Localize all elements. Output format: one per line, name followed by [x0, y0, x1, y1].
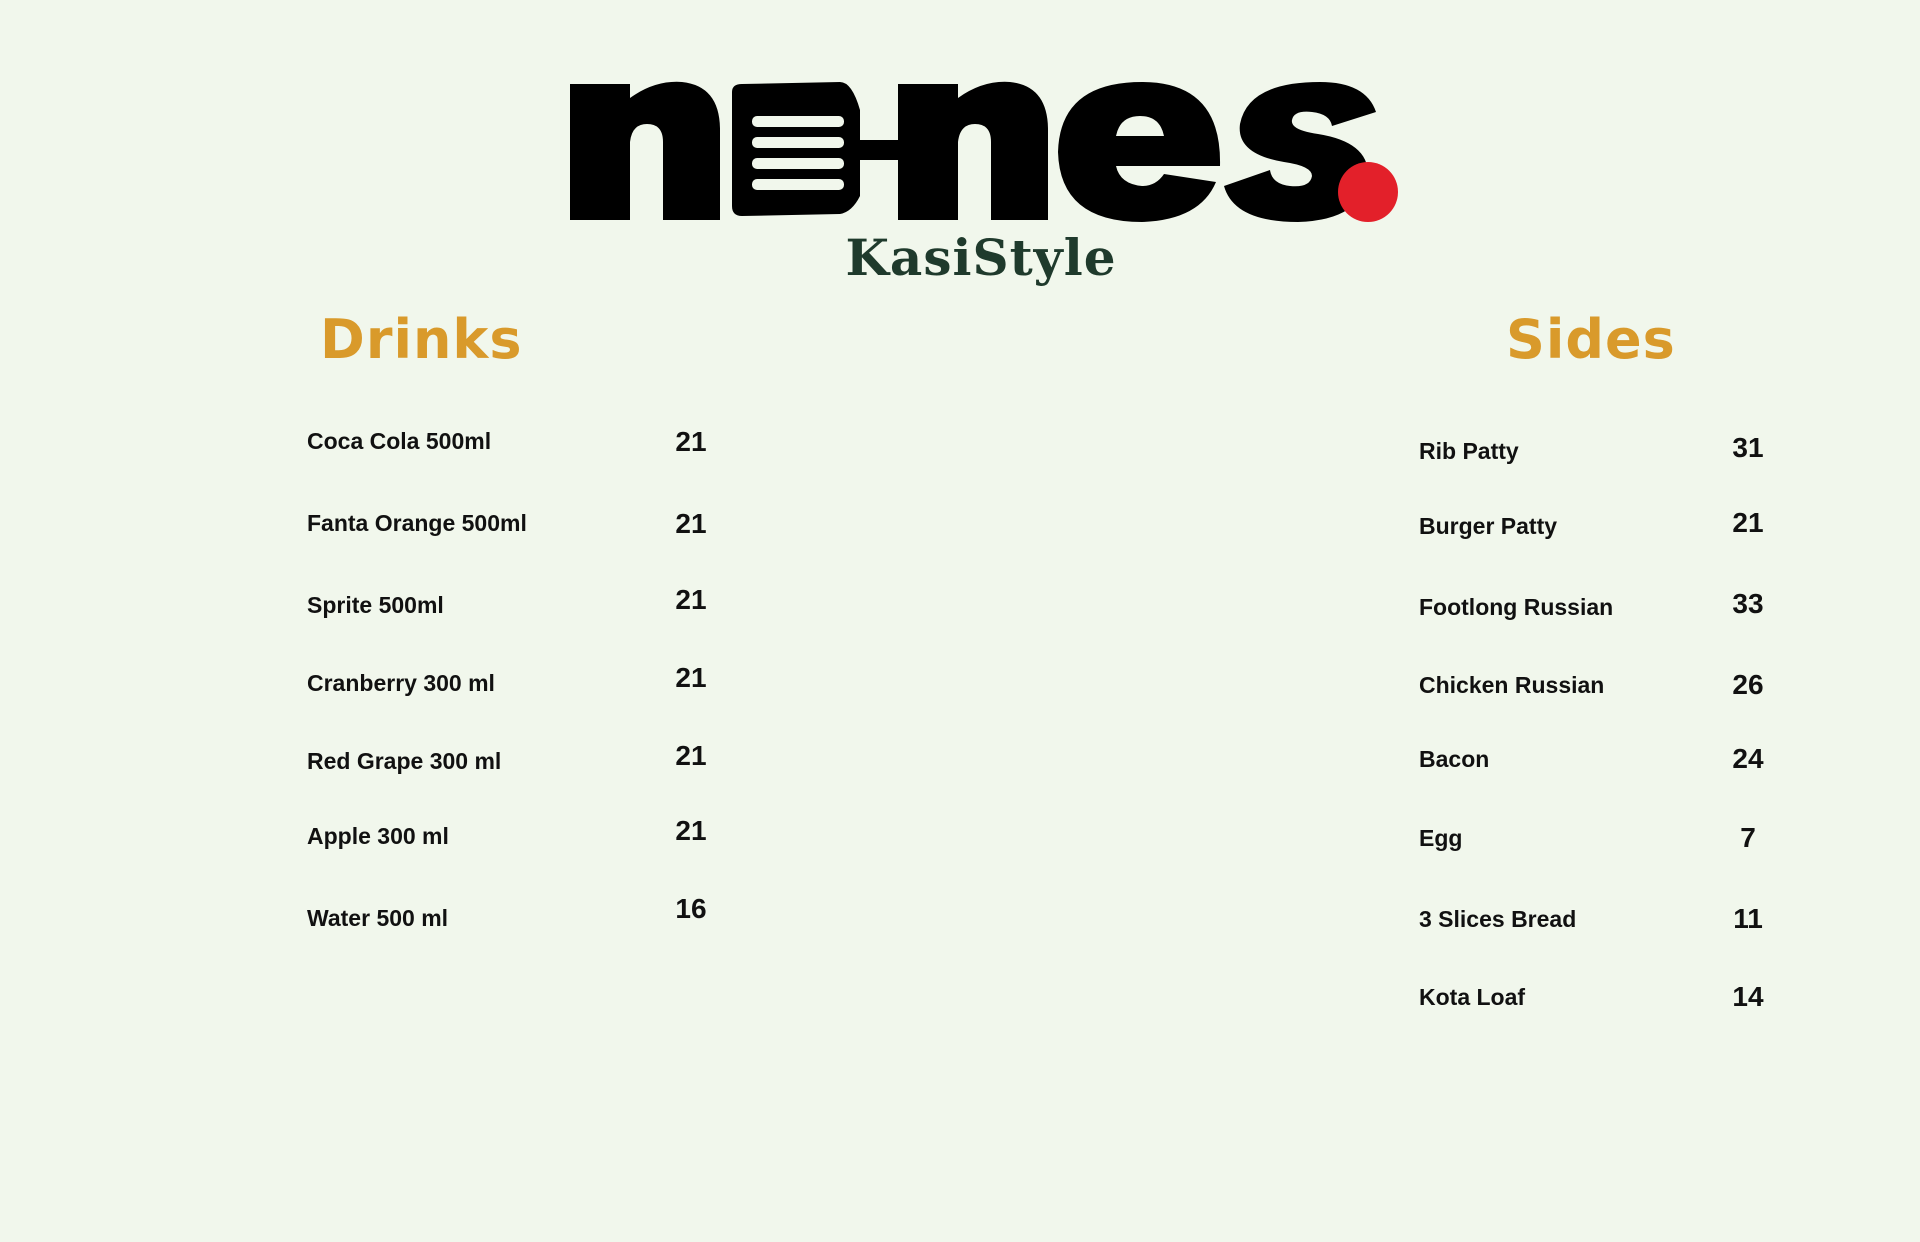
- item-name: Egg: [1419, 825, 1463, 851]
- item-price: 21: [675, 740, 707, 771]
- item-name: Fanta Orange 500ml: [307, 510, 527, 536]
- logo-letter-n: [570, 82, 720, 220]
- item-price: 33: [1732, 588, 1764, 619]
- item-price: 21: [675, 815, 707, 846]
- item-price: 7: [1740, 822, 1756, 853]
- item-name: Cranberry 300 ml: [307, 670, 495, 696]
- item-price: 21: [675, 426, 707, 457]
- logo-letter-e: [1058, 82, 1220, 222]
- item-name: Rib Patty: [1419, 438, 1519, 464]
- item-price: 11: [1733, 903, 1763, 934]
- item-name: Bacon: [1419, 746, 1490, 772]
- item-name: Footlong Russian: [1419, 594, 1614, 620]
- item-name: Burger Patty: [1419, 513, 1558, 539]
- item-name: Water 500 ml: [307, 905, 449, 931]
- item-price: 31: [1732, 432, 1764, 463]
- spatula-icon: [732, 82, 898, 216]
- item-name: Kota Loaf: [1419, 984, 1526, 1010]
- item-price: 21: [675, 662, 707, 693]
- item-name: Coca Cola 500ml: [307, 428, 492, 454]
- drinks-heading: Drinks: [320, 308, 523, 371]
- item-name: Apple 300 ml: [307, 823, 449, 849]
- sides-heading: Sides: [1506, 308, 1676, 371]
- item-name: 3 Slices Bread: [1419, 906, 1577, 932]
- item-name: Sprite 500ml: [307, 592, 444, 618]
- item-price: 26: [1732, 669, 1764, 700]
- item-price: 24: [1732, 743, 1764, 774]
- item-price: 14: [1732, 981, 1764, 1012]
- brand-logo: [560, 70, 1400, 230]
- item-price: 21: [675, 508, 707, 539]
- item-name: Red Grape 300 ml: [307, 748, 502, 774]
- item-price: 21: [675, 584, 707, 615]
- logo-letter-n2: [898, 82, 1048, 220]
- red-dot-icon: [1338, 162, 1398, 222]
- brand-tagline: KasiStyle: [845, 228, 1117, 287]
- item-name: Chicken Russian: [1419, 672, 1605, 698]
- item-price: 21: [1732, 507, 1764, 538]
- item-price: 16: [675, 893, 707, 924]
